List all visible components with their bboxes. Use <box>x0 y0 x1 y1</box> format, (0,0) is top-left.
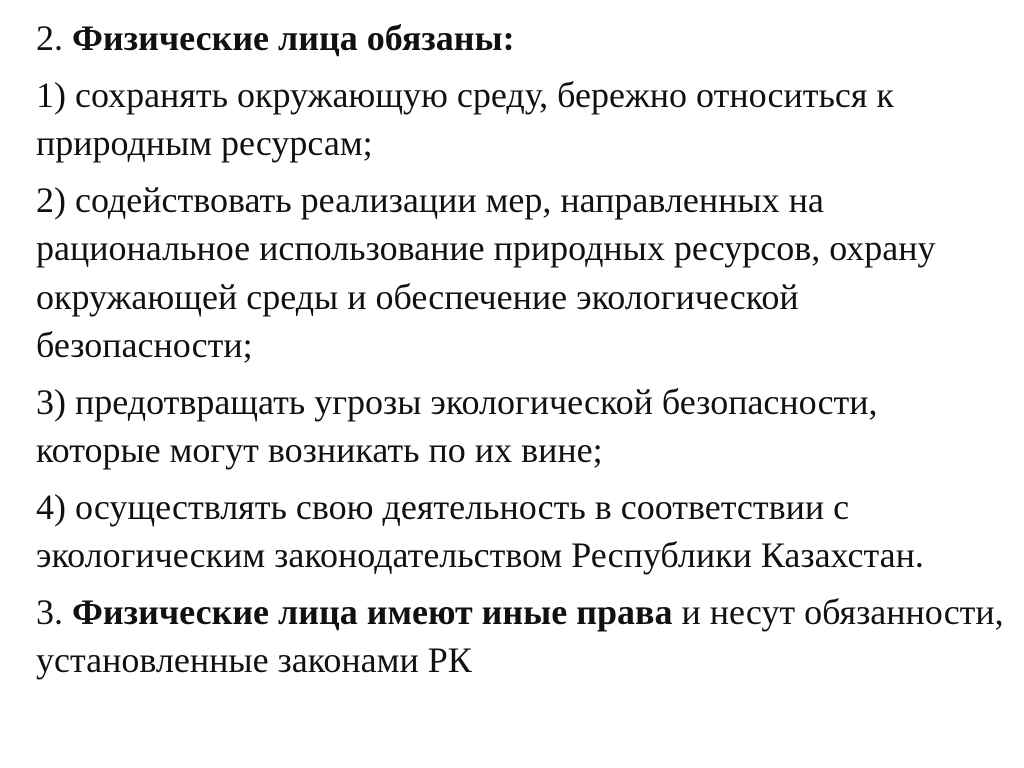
section-heading-2 <box>36 14 1011 63</box>
slide-body <box>36 14 1011 693</box>
section-heading-bold: Физические лица обязаны: <box>72 18 515 58</box>
obligation-item-2: 2) содействовать реализации мер, направленных на рациональное использование природных ресурсов, охрану окружающей среды и обеспечение экологической безопасности; <box>36 179 936 365</box>
section-heading-rest: и несут обязанности, установленные законами РК <box>36 591 1004 680</box>
obligation-item-3: 3) предотвращать угрозы экологической безопасности, которые могут возникать по их вине; <box>36 381 878 470</box>
section-number: 2. <box>36 18 72 58</box>
section-heading-bold: Физические лица имеют иные права <box>72 591 673 632</box>
obligation-item-1: 1) сохранять окружающую среду, бережно относиться к природным ресурсам; <box>36 74 894 163</box>
section-number: 3. <box>36 591 72 632</box>
obligation-item-4: 4) осуществлять свою деятельность в соответствии с экологическим законодательством Республики Казахстан. <box>36 486 924 575</box>
section-heading-3 <box>36 588 1011 685</box>
